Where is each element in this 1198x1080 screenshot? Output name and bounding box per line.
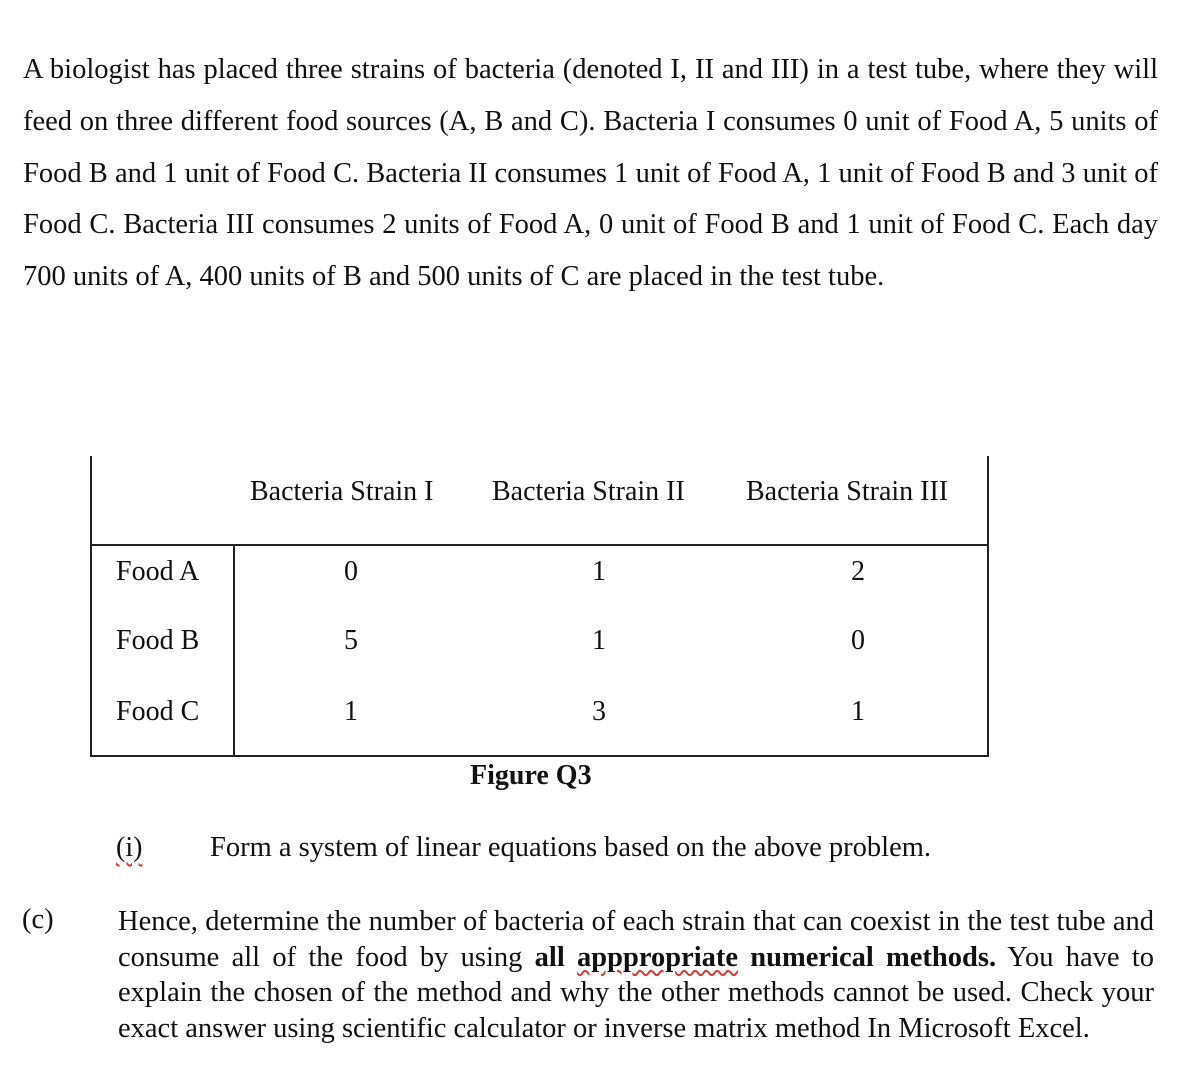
figure-caption: Figure Q3: [470, 760, 592, 791]
row-label-food-c: Food C: [116, 696, 200, 727]
cell-food-a-strain-2: 1: [592, 556, 606, 587]
header-strain-1: Bacteria Strain I: [250, 476, 434, 507]
part-c-bold-end: numerical methods.: [738, 941, 997, 973]
part-label: (c): [22, 904, 54, 935]
table-header-divider: [90, 544, 989, 546]
table-right-border: [987, 456, 989, 757]
part-c-text-start: Hence, determine the number of bacteria of each strain that can coexist in the test tube and consume all of the food by using: [118, 906, 1154, 973]
table-top-left-tick: [90, 456, 92, 757]
cell-food-c-strain-1: 1: [344, 696, 358, 727]
table-column-divider: [233, 544, 235, 757]
header-strain-3: Bacteria Strain III: [746, 476, 949, 507]
cell-food-b-strain-3: 0: [851, 625, 865, 656]
header-strain-2: Bacteria Strain II: [492, 476, 685, 507]
cell-food-a-strain-3: 2: [851, 556, 865, 587]
row-label-food-b: Food B: [116, 625, 200, 656]
question-text: Form a system of linear equations based on the above problem.: [210, 832, 932, 863]
part-c-text: [118, 904, 1154, 1046]
part-c-bold-all: all: [534, 941, 578, 973]
table-bottom-border: [90, 755, 989, 757]
cell-food-b-strain-1: 5: [344, 625, 358, 656]
cell-food-c-strain-2: 3: [592, 696, 606, 727]
question-number: [116, 832, 142, 864]
question-number-label: (i): [116, 832, 143, 863]
misspelled-word: apppropriate: [577, 941, 739, 973]
cell-food-c-strain-3: 1: [851, 696, 865, 727]
problem-statement: A biologist has placed three strains of bacteria (denoted I, II and III) in a test tube, where they will feed on three different food sources (A, B and C). Bacteria I consumes 0 unit of Food A, 5 units of Food B and 1 unit of Food C. Bacteria II consumes 1 unit of Food A, 1 unit of Food B and 3 unit of Food C. Bacteria III consumes 2 units of Food A, 0 unit of Food B and 1 unit of Food C. Each day 700 units of A, 400 units of B and 500 units of C are placed in the test tube.: [23, 54, 1158, 293]
part-c-text-end: You have to explain the chosen of the method and why the other methods cannot be used. Check your exact answer using scientific calculator or inverse matrix method In Microsoft Excel.: [118, 941, 1154, 1044]
cell-food-a-strain-1: 0: [344, 556, 358, 587]
row-label-food-a: Food A: [116, 556, 200, 587]
cell-food-b-strain-2: 1: [592, 625, 606, 656]
